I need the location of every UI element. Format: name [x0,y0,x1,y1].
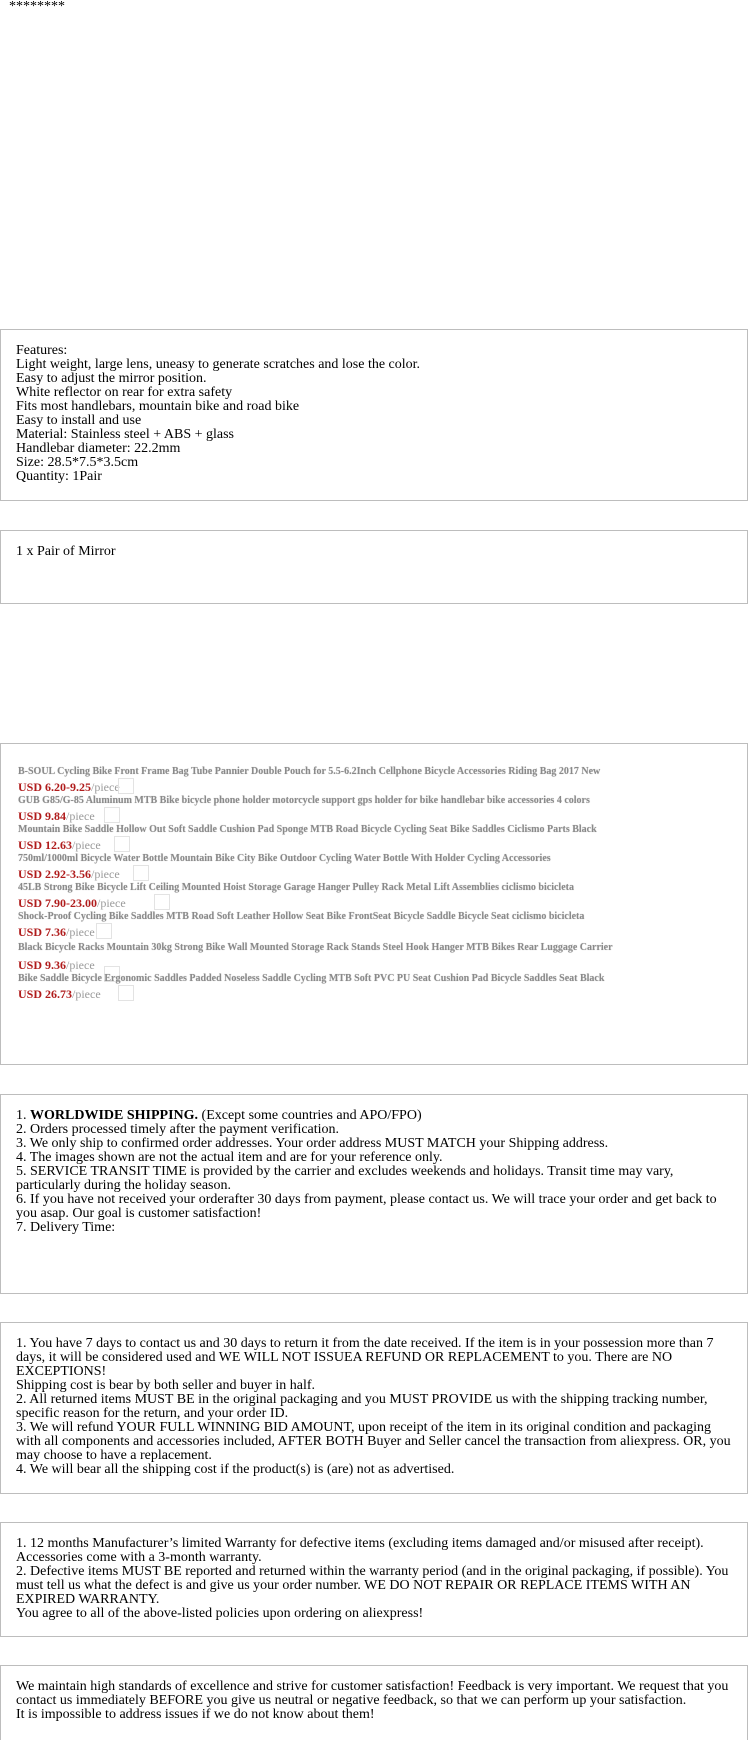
price-unit: /piece [72,838,101,852]
feature-line: White reflector on rear for extra safety [16,385,233,400]
price-value: USD 7.90-23.00 [18,896,98,910]
shipping-item: 4. The images shown are not the actual item and are for your reference only. [16,1150,443,1165]
product-title-link[interactable]: GUB G85/G-85 Aluminum MTB Bike bicycle phone holder motorcycle support gps holder for bike handlebar bike accessories 4 colors [18,795,590,806]
price-unit: /piece [66,809,95,823]
price-value: USD 9.36 [18,958,67,972]
returns-item: 1. You have 7 days to contact us and 30 days to return it from the date received. If the item is in your possession more than 7 days, it will be considered used and WE WILL NOT ISSUEA REFUND OR REPLACEMENT to you. There are NO EXCEPTIONS! [16,1336,714,1379]
package-contents: 1 x Pair of Mirror [16,544,116,559]
product-title-link[interactable]: B-SOUL Cycling Bike Front Frame Bag Tube Pannier Double Pouch for 5.5-6.2Inch Cellphone Bicycle Accessories Riding Bag 2017 New [18,766,601,777]
price-value: USD 2.92-3.56 [18,867,92,881]
returns-item: 2. All returned items MUST BE in the original packaging and you MUST PROVIDE us with the shipping tracking number, specific reason for the return, and your order ID. [16,1392,708,1421]
product-item[interactable] [18,824,730,853]
product-price [18,866,730,882]
feature-line: Quantity: 1Pair [16,469,102,484]
feature-line: Size: 28.5*7.5*3.5cm [16,455,139,470]
feedback-text: It is impossible to address issues if we do not know about them! [16,1707,375,1722]
price-unit: /piece [97,896,126,910]
product-item[interactable] [18,766,730,795]
product-thumbnail [118,778,134,794]
product-item[interactable] [18,882,730,911]
price-unit: /piece [66,925,95,939]
product-price [18,895,730,911]
shipping-number: 1. [16,1108,30,1123]
product-item[interactable] [18,853,730,882]
product-price [18,924,730,940]
product-title-link[interactable]: 750ml/1000ml Bicycle Water Bottle Mountain Bike City Bike Outdoor Cycling Water Bottle With Holder Cycling Accessories [18,853,551,864]
product-price [18,808,730,824]
price-value: USD 26.73 [18,987,73,1001]
product-item[interactable] [18,973,730,1002]
price-value: USD 9.84 [18,809,67,823]
price-value: USD 7.36 [18,925,67,939]
shipping-note: (Except some countries and APO/FPO) [198,1108,422,1123]
feature-line: Material: Stainless steel + ABS + glass [16,427,234,442]
feature-line: Light weight, large lens, uneasy to generate scratches and lose the color. [16,357,421,372]
feature-line: Fits most handlebars, mountain bike and road bike [16,399,300,414]
warranty-box [0,1522,748,1637]
returns-policy-box [0,1322,748,1494]
warranty-item: 2. Defective items MUST BE reported and returned within the warranty period (and in the original packaging, if possible). You must tell us what the defect is and give us your order number. WE DO NOT REPAIR OR REPLACE ITEMS WITH AN EXPIRED WARRANTY. [16,1564,729,1607]
price-unit: /piece [66,958,95,972]
asterisk-banner: ******** [9,0,65,14]
shipping-item: 2. Orders processed timely after the payment verification. [16,1122,340,1137]
feature-line: Easy to install and use [16,413,142,428]
product-item[interactable] [18,911,730,940]
price-value: USD 12.63 [18,838,73,852]
feedback-text: We maintain high standards of excellence and strive for customer satisfaction! Feedback is very important. We request that you contact us immediately BEFORE you give us neutral or negative feedback, so that we can perform up your satisfaction. [16,1679,729,1708]
product-title-link[interactable]: Shock-Proof Cycling Bike Saddles MTB Road Soft Leather Hollow Seat Bike FrontSeat Bicycle Saddle Bicycle Seat ciclismo bicicleta [18,911,585,922]
returns-item: 4. We will bear all the shipping cost if the product(s) is (are) not as advertised. [16,1462,455,1477]
related-products-box [0,743,748,1065]
shipping-item: 3. We only ship to confirmed order addresses. Your order address MUST MATCH your Shipping address. [16,1136,609,1151]
product-thumbnail [96,923,112,939]
warranty-item: 1. 12 months Manufacturer’s limited Warranty for defective items (excluding items damaged and/or misused after receipt). Accessories come with a 3-month warranty. [16,1536,704,1565]
features-heading: Features: [16,343,68,358]
related-products-list [1,744,747,1002]
package-box [0,530,748,604]
price-unit: /piece [72,987,101,1001]
product-price [18,957,730,973]
product-thumbnail [133,865,149,881]
returns-item: 3. We will refund YOUR FULL WINNING BID AMOUNT, upon receipt of the item in its original condition and packaging with all components and accessories included, AFTER BOTH Buyer and Seller cancel the transaction from aliexpress. OR, you may choose to have a replacement. [16,1420,731,1463]
feature-line: Easy to adjust the mirror position. [16,371,207,386]
product-thumbnail [104,807,120,823]
price-unit: /piece [91,780,120,794]
product-thumbnail [154,894,170,910]
features-list [1,330,747,484]
shipping-heading: WORLDWIDE SHIPPING. [30,1108,199,1123]
product-title-link[interactable]: 45LB Strong Bike Bicycle Lift Ceiling Mounted Hoist Storage Garage Hanger Pulley Rack Metal Lift Assemblies ciclismo bicicleta [18,882,574,893]
feedback-box [0,1665,748,1740]
product-title-link[interactable]: Black Bicycle Racks Mountain 30kg Strong Bike Wall Mounted Storage Rack Stands Steel Hook Hanger MTB Bikes Rear Luggage Carrier [18,942,613,953]
shipping-item: 7. Delivery Time: [16,1220,116,1235]
returns-item: Shipping cost is bear by both seller and buyer in half. [16,1378,315,1393]
shipping-item-1 [16,1109,732,1123]
price-value: USD 6.20-9.25 [18,780,92,794]
product-title-link[interactable]: Bike Saddle Bicycle Ergonomic Saddles Padded Noseless Saddle Cycling MTB Soft PVC PU Seat Cushion Pad Bicycle Saddles Seat Black [18,973,605,984]
features-box [0,329,748,501]
feature-line: Handlebar diameter: 22.2mm [16,441,181,456]
product-thumbnail [114,836,130,852]
product-title-link[interactable]: Mountain Bike Saddle Hollow Out Soft Saddle Cushion Pad Sponge MTB Road Bicycle Cycling Seat Bike Saddles Ciclismo Parts Black [18,824,597,835]
warranty-item: You agree to all of the above-listed policies upon ordering on aliexpress! [16,1606,424,1621]
shipping-item: 6. If you have not received your orderafter 30 days from payment, please contact us. We will trace your order and get back to you asap. Our goal is customer satisfaction! [16,1192,717,1221]
price-unit: /piece [91,867,120,881]
shipping-policy-box [0,1094,748,1294]
product-item[interactable] [18,795,730,824]
product-item[interactable] [18,940,730,973]
product-thumbnail [118,985,134,1001]
shipping-item: 5. SERVICE TRANSIT TIME is provided by the carrier and excludes weekends and holidays. Transit time may vary, particularly during the holiday season. [16,1164,674,1193]
